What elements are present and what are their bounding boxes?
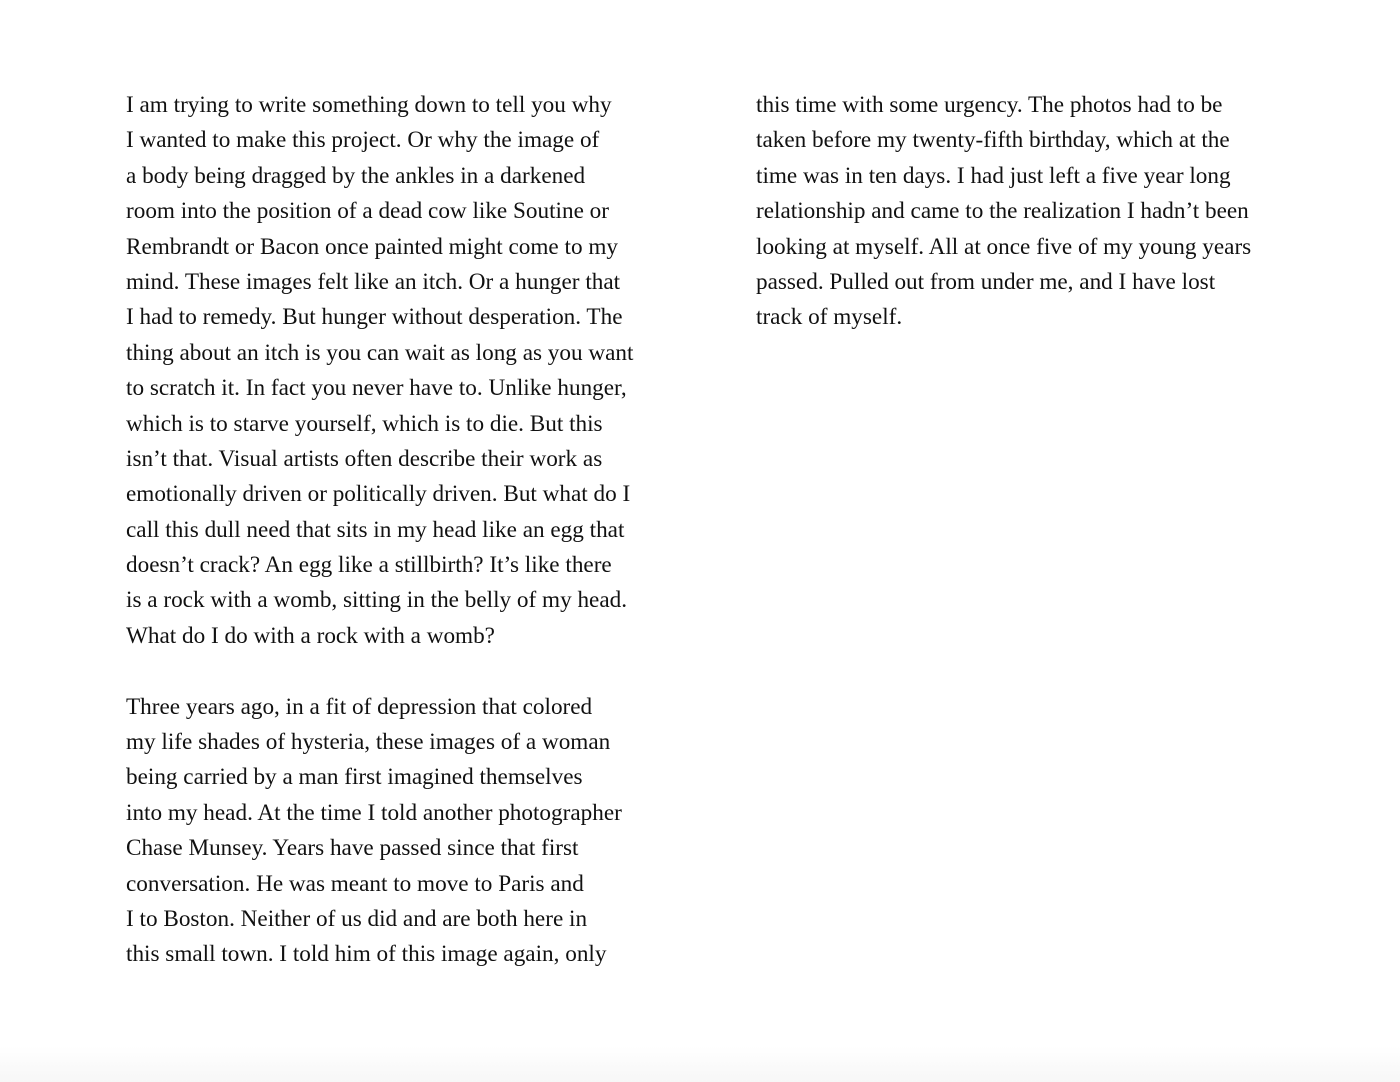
text-line: I wanted to make this project. Or why the image of bbox=[126, 127, 600, 154]
text-line: is a rock with a womb, sitting in the belly of my head. bbox=[126, 587, 628, 614]
text-line: I am trying to write something down to tell you why bbox=[126, 92, 612, 118]
paragraph-gap bbox=[126, 654, 633, 689]
text-line: I had to remedy. But hunger without desperation. The bbox=[126, 304, 623, 331]
text-line: isn’t that. Visual artists often describe their work as bbox=[126, 445, 603, 472]
paragraph-continued bbox=[756, 88, 1251, 336]
text-line: room into the position of a dead cow like Soutine or bbox=[126, 198, 609, 225]
text-line: Three years ago, in a fit of depression that colored bbox=[126, 693, 593, 720]
text-line: this time with some urgency. The photos had to be bbox=[756, 92, 1223, 118]
text-line: What do I do with a rock with a womb? bbox=[126, 622, 495, 649]
text-column-right bbox=[756, 88, 1251, 336]
text-line: call this dull need that sits in my head like an egg that bbox=[126, 516, 625, 543]
text-line: doesn’t crack? An egg like a stillbirth? It’s like there bbox=[126, 552, 612, 579]
text-line: track of myself. bbox=[756, 304, 903, 331]
paragraph-1 bbox=[126, 88, 633, 654]
text-line: I to Boston. Neither of us did and are both here in bbox=[126, 905, 588, 932]
text-line: relationship and came to the realization I hadn’t been bbox=[756, 198, 1249, 225]
text-line: this small town. I told him of this image again, only bbox=[126, 941, 607, 968]
text-line: taken before my twenty-fifth birthday, which at the bbox=[756, 127, 1230, 154]
text-line: thing about an itch is you can wait as long as you want bbox=[126, 339, 634, 366]
paragraph-2 bbox=[126, 690, 633, 973]
text-line: into my head. At the time I told another photographer bbox=[126, 799, 622, 826]
text-line: being carried by a man first imagined themselves bbox=[126, 764, 583, 791]
text-line: mind. These images felt like an itch. Or a hunger that bbox=[126, 268, 621, 295]
text-line: my life shades of hysteria, these images of a woman bbox=[126, 729, 611, 756]
text-line: Chase Munsey. Years have passed since that first bbox=[126, 835, 579, 862]
text-line: which is to starve yourself, which is to die. But this bbox=[126, 410, 603, 437]
text-line: Rembrandt or Bacon once painted might come to my bbox=[126, 233, 618, 260]
text-line: time was in ten days. I had just left a five year long bbox=[756, 162, 1231, 189]
page-bottom-edge bbox=[0, 1046, 1400, 1082]
text-line: looking at myself. All at once five of my young years bbox=[756, 233, 1252, 260]
text-line: passed. Pulled out from under me, and I have lost bbox=[756, 268, 1216, 295]
text-line: to scratch it. In fact you never have to. Unlike hunger, bbox=[126, 375, 627, 402]
text-line: conversation. He was meant to move to Paris and bbox=[126, 870, 584, 897]
text-line: emotionally driven or politically driven. But what do I bbox=[126, 481, 631, 508]
text-line: a body being dragged by the ankles in a darkened bbox=[126, 162, 586, 189]
text-column-left bbox=[126, 88, 633, 973]
